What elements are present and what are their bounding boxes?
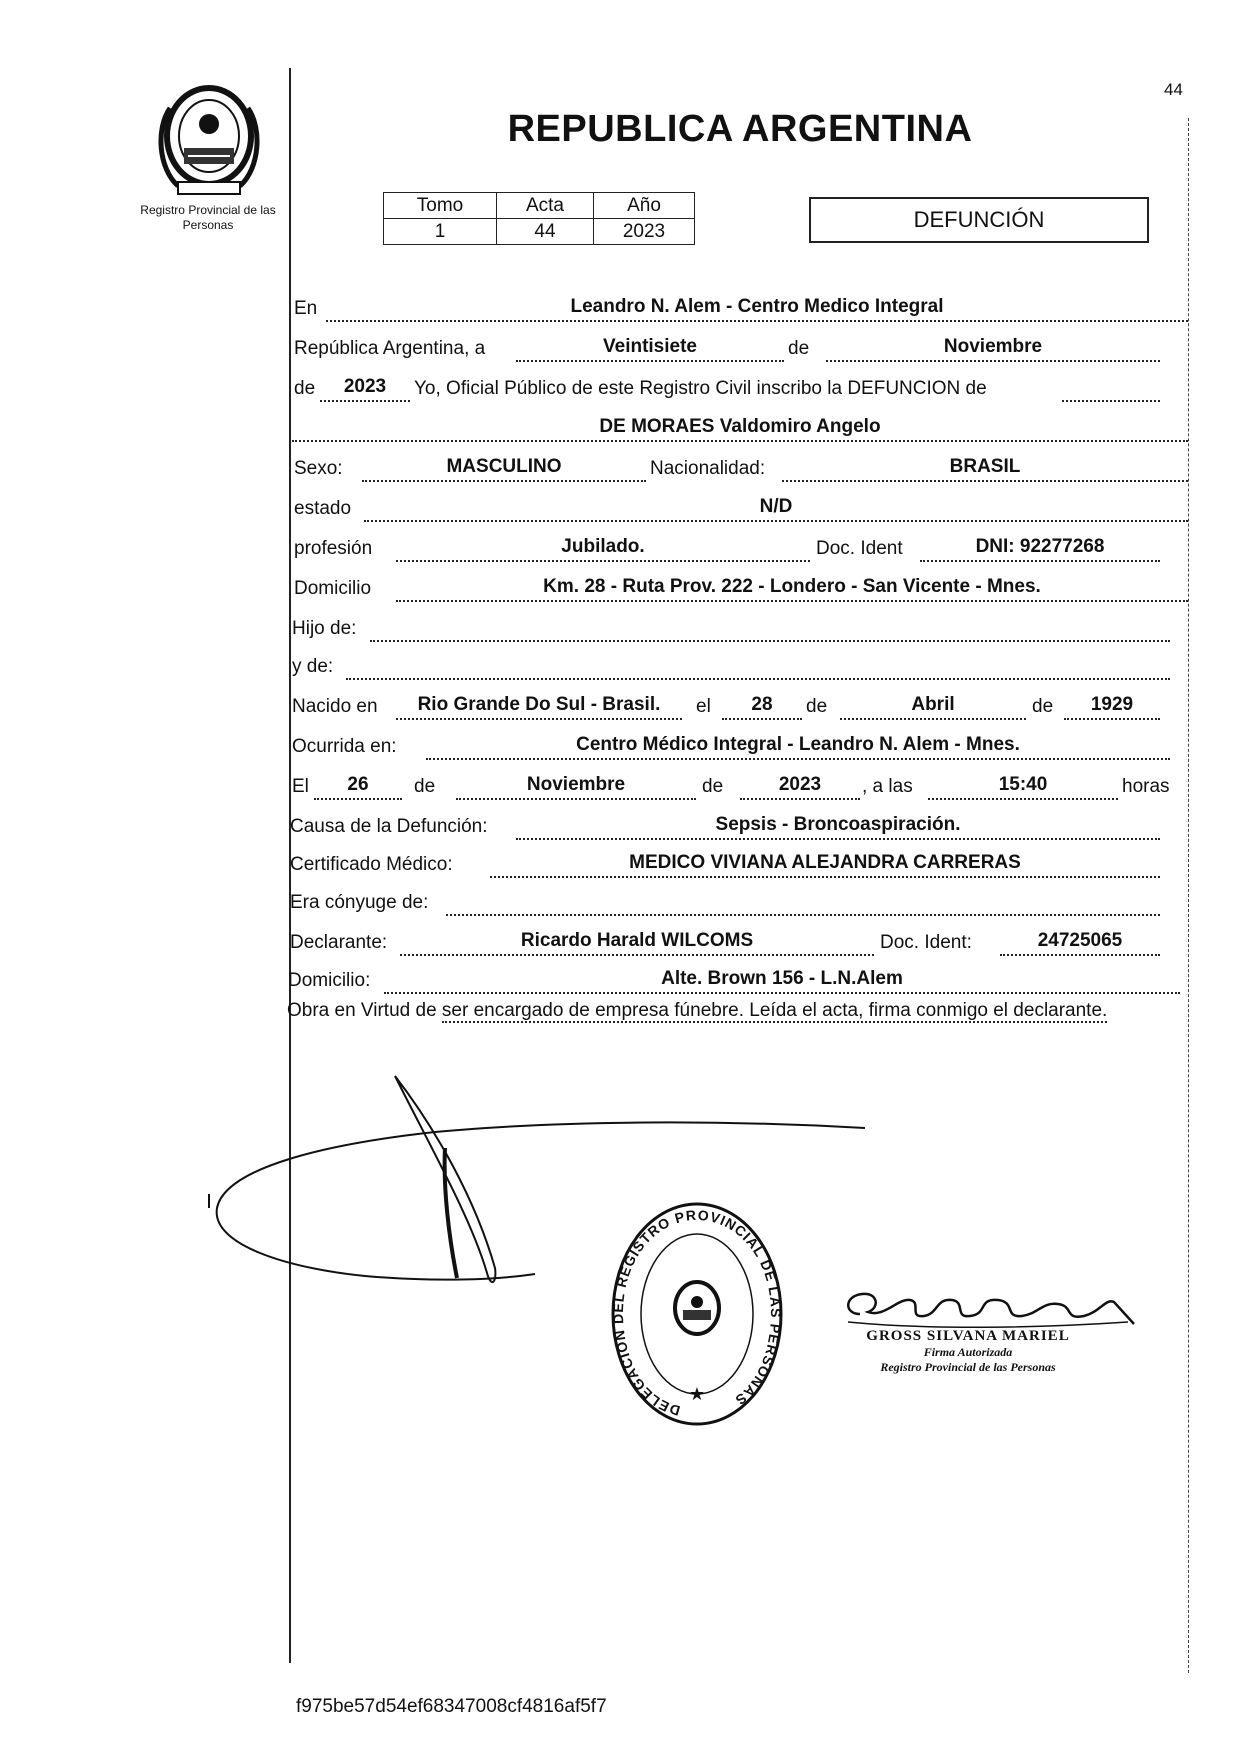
republica-label: República Argentina, a <box>294 338 486 359</box>
obra-label: Obra en Virtud de <box>287 1000 437 1021</box>
death-month-field: Noviembre <box>456 768 696 800</box>
birth-year-field: 1929 <box>1064 688 1160 720</box>
row-year <box>0 370 1242 404</box>
yo-text: Yo, Oficial Público de este Registro Civil inscribo la DEFUNCION de <box>414 378 987 399</box>
year-field: 2023 <box>320 370 410 402</box>
death-day-field: 26 <box>314 768 402 800</box>
certificado-label: Certificado Médico: <box>290 854 453 875</box>
page-number: 44 <box>1164 80 1183 99</box>
row-date <box>0 330 1242 364</box>
ano-header: Año <box>594 193 695 219</box>
profesion-field: Jubilado. <box>396 530 810 562</box>
a-las-label: , a las <box>862 776 913 797</box>
deceased-name-field <box>292 410 1188 442</box>
de-label-3: de <box>806 696 828 717</box>
row-domicilio <box>0 570 1242 604</box>
row-sexo <box>0 450 1242 484</box>
de-label-4: de <box>1032 696 1054 717</box>
misiones-province-seal-icon <box>148 78 270 198</box>
hijo-field <box>370 610 1170 642</box>
stamp-star-icon: ★ <box>688 1384 706 1405</box>
declarante-doc-field: 24725065 <box>1000 924 1160 956</box>
official-office: Registro Provincial de las Personas <box>880 1360 1056 1374</box>
stamp-ring-text: DELEGACION DEL REGISTRO PROVINCIAL DE LAS PERSONAS <box>609 1206 785 1420</box>
registry-label: Registro Provincial de las Personas <box>140 203 276 232</box>
doc-ident-label: Doc. Ident <box>816 538 903 559</box>
document-hash: f975be57d54ef68347008cf4816af5f7 <box>296 1696 607 1717</box>
record-index-table <box>383 192 695 245</box>
row-causa <box>0 808 1242 842</box>
estado-field: N/D <box>364 490 1188 522</box>
horas-label: horas <box>1122 776 1170 797</box>
de-label-5: de <box>414 776 436 797</box>
birth-month-field: Abril <box>840 688 1026 720</box>
causa-field: Sepsis - Broncoaspiración. <box>516 808 1160 840</box>
sexo-field: MASCULINO <box>362 450 646 482</box>
deceased-name: DE MORAES Valdomiro Angelo <box>599 416 881 437</box>
ocurrida-field: Centro Médico Integral - Leandro N. Alem - Mnes. <box>426 728 1170 760</box>
y-de-field <box>346 648 1170 680</box>
obra-paragraph <box>287 996 1182 1026</box>
causa-label: Causa de la Defunción: <box>290 816 488 837</box>
record-type-box: DEFUNCIÓN <box>809 197 1149 243</box>
ocurrida-label: Ocurrida en: <box>292 736 397 757</box>
nacido-field: Rio Grande Do Sul - Brasil. <box>396 688 682 720</box>
row-conyuge <box>0 884 1242 918</box>
day-words-field: Veintisiete <box>516 330 784 362</box>
yo-trailing-field <box>1062 370 1160 402</box>
de-label-2: de <box>294 378 316 399</box>
tomo-header: Tomo <box>384 193 497 219</box>
row-name <box>0 410 1242 444</box>
stamp-emblem-icon <box>675 1282 719 1334</box>
conyuge-field <box>446 884 1160 916</box>
delegation-stamp <box>607 1198 787 1430</box>
hijo-label: Hijo de: <box>292 618 357 639</box>
death-year-field: 2023 <box>740 768 860 800</box>
domicilio2-label: Domicilio: <box>288 970 371 991</box>
month-field: Noviembre <box>826 330 1160 362</box>
row-profesion <box>0 530 1242 564</box>
de-label: de <box>788 338 810 359</box>
death-time-field: 15:40 <box>928 768 1118 800</box>
official-name: GROSS SILVANA MARIEL <box>866 1328 1070 1344</box>
nacionalidad-label: Nacionalidad: <box>650 458 766 479</box>
profesion-label: profesión <box>294 538 373 559</box>
el-label: el <box>696 696 711 717</box>
domicilio-field: Km. 28 - Ruta Prov. 222 - Londero - San Vicente - Mnes. <box>396 570 1188 602</box>
place-field <box>326 290 1188 322</box>
place-value: Leandro N. Alem - Centro Medico Integral <box>570 296 944 317</box>
domicilio-label: Domicilio <box>294 578 372 599</box>
official-signature-block <box>838 1328 1098 1375</box>
ano-value: 2023 <box>594 219 695 245</box>
row-certificado <box>0 846 1242 880</box>
nacido-label: Nacido en <box>292 696 378 717</box>
row-y-de <box>0 648 1242 682</box>
row-domicilio2 <box>0 962 1242 996</box>
row-nacido <box>0 688 1242 722</box>
obra-text: ser encargado de empresa fúnebre. Leída el acta, firma conmigo el declarante. <box>441 1000 1108 1021</box>
sexo-label: Sexo: <box>294 458 343 479</box>
declarante-label: Declarante: <box>290 932 388 953</box>
official-role: Firma Autorizada <box>923 1345 1013 1359</box>
estado-label: estado <box>294 498 352 519</box>
de-label-6: de <box>702 776 724 797</box>
document-title: REPUBLICA ARGENTINA <box>507 108 973 150</box>
row-declarante <box>0 924 1242 958</box>
row-en <box>0 290 1242 324</box>
doc-ident-field: DNI: 92277268 <box>920 530 1160 562</box>
row-estado <box>0 490 1242 524</box>
conyuge-label: Era cónyuge de: <box>290 892 429 913</box>
birth-day-field: 28 <box>722 688 802 720</box>
acta-value: 44 <box>497 219 594 245</box>
certificado-field: MEDICO VIVIANA ALEJANDRA CARRERAS <box>490 846 1160 878</box>
declarante-field: Ricardo Harald WILCOMS <box>400 924 874 956</box>
acta-header: Acta <box>497 193 594 219</box>
domicilio2-field: Alte. Brown 156 - L.N.Alem <box>384 962 1180 994</box>
tomo-value: 1 <box>384 219 497 245</box>
row-death-date <box>0 768 1242 802</box>
row-ocurrida <box>0 728 1242 762</box>
y-de-label: y de: <box>292 656 334 677</box>
declarante-doc-label: Doc. Ident: <box>880 932 972 953</box>
row-hijo <box>0 610 1242 644</box>
el-cap-label: El <box>292 776 309 797</box>
nacionalidad-field: BRASIL <box>782 450 1188 482</box>
en-label: En <box>294 298 318 319</box>
